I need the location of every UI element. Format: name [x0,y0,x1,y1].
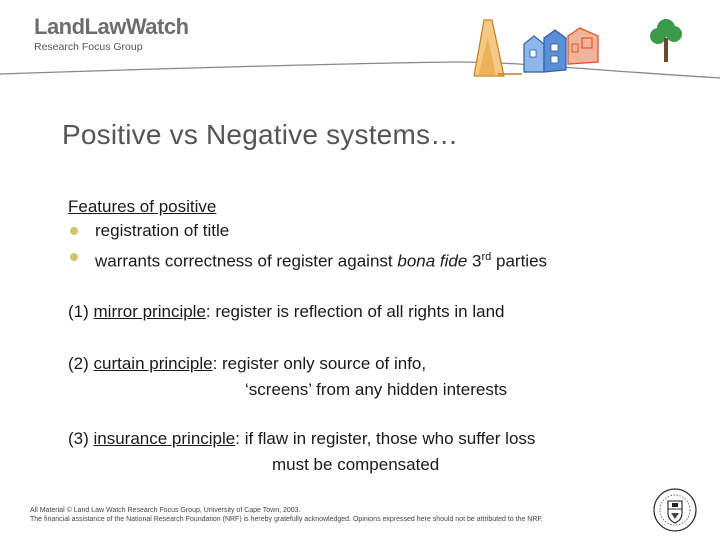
bullet-text-before: warrants correctness of register against [95,251,398,271]
list-item [68,244,708,270]
footer-copyright: All Material © Land Law Watch Research Focus Group, University of Cape Town, 2003. [30,507,301,514]
bullet-italic-term: bona fide [397,251,468,271]
bullet-text-mid: 3 [467,251,482,271]
slide-content [68,196,708,474]
principle-text: : register is reflection of all rights in land [205,302,505,321]
footer-credits [30,506,543,524]
principle-number: (2) [68,354,94,373]
bullet-text: registration of title [95,221,230,240]
principle-number: (1) [68,302,94,321]
principle-text: : if flaw in register, those who suffer loss [235,429,536,448]
principle-curtain [68,351,507,403]
slide-title: Positive vs Negative systems… [62,119,459,150]
principle-text: : register only source of info, [212,354,427,373]
principle-name: curtain principle [93,354,213,373]
principle-number: (3) [68,429,94,448]
principle-continuation: ‘screens’ from any hidden interests [245,380,508,399]
brand-name: LandLawWatch [34,14,189,39]
bullet-text-after: parties [491,251,548,271]
principle-name: insurance principle [93,429,236,448]
brand-subtitle: Research Focus Group [34,41,143,53]
bullet-dot-icon [70,253,78,261]
features-heading: Features of positive [68,197,217,216]
principle-insurance [68,426,535,478]
bullet-superscript: rd [481,251,492,263]
principle-name: mirror principle [93,302,206,321]
bullet-dot-icon [70,227,78,235]
list-item [68,218,708,244]
principle-mirror [68,299,505,325]
principle-continuation: must be compensated [272,455,440,474]
footer-acknowledgement: The financial assistance of the National Research Foundation (NRF) is hereby gratefully acknowledged. Opinions expressed here should not be attributed to the NRF. [30,516,543,523]
houses-and-tree-illustration-icon [458,14,698,84]
features-list [68,218,708,270]
university-seal-icon [652,487,698,533]
